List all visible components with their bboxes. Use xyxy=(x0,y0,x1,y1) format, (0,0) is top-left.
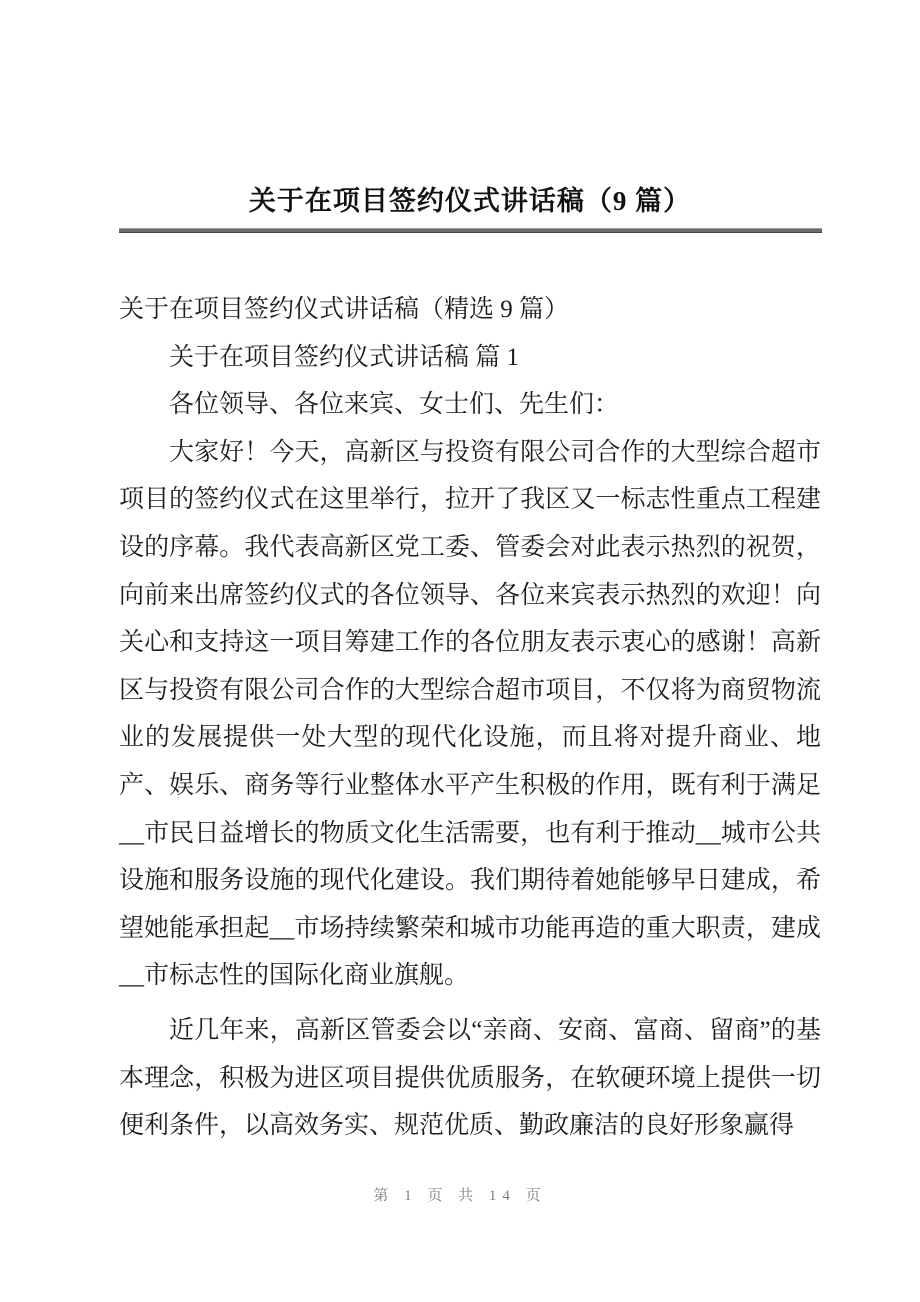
paragraph-salutation: 各位领导、各位来宾、女士们、先生们： xyxy=(169,391,620,419)
paragraph-section-heading: 关于在项目签约仪式讲话稿 篇 1 xyxy=(169,343,520,371)
document-title: 关于在项目签约仪式讲话稿（9 篇） xyxy=(248,186,692,216)
document-body xyxy=(119,286,821,1150)
paragraph-body-1: 大家好！今天，高新区与投资有限公司合作的大型综合超市项目的签约仪式在这里举行，拉开了我区又一标志性重点工程建设的序幕。我代表高新区党工委、管委会对此表示热烈的祝贺，向前来出席签约仪式的各位领导、各位来宾表示热烈的欢迎！向关心和支持这一项目筹建工作的各位朋友表示衷心的感谢！高新区与投资有限公司合作的大型综合超市项目，不仅将为商贸物流业的发展提供一处大型的现代化设施，而且将对提升商业、地产、娱乐、商务等行业整体水平产生积极的作用，既有利于满足__市民日益增长的物质文化生活需要，也有利于推动__城市公共设施和服务设施的现代化建设。我们期待着她能够早日建成，希望她能承担起__市场持续繁荣和城市功能再造的重大职责，建成__市标志性的国际化商业旗舰。 xyxy=(119,438,821,990)
title-divider-rule xyxy=(119,228,822,233)
paragraph-body-2: 近几年来，高新区管委会以“亲商、安商、富商、留商”的基本理念，积极为进区项目提供优质服务，在软硬环境上提供一切便利条件，以高效务实、规范优质、勤政廉洁的良好形象赢得 xyxy=(119,1016,821,1140)
paragraph-subtitle: 关于在项目签约仪式讲话稿（精选 9 篇） xyxy=(119,296,570,323)
page-footer: 第 1 页 共 14 页 xyxy=(373,1188,547,1204)
